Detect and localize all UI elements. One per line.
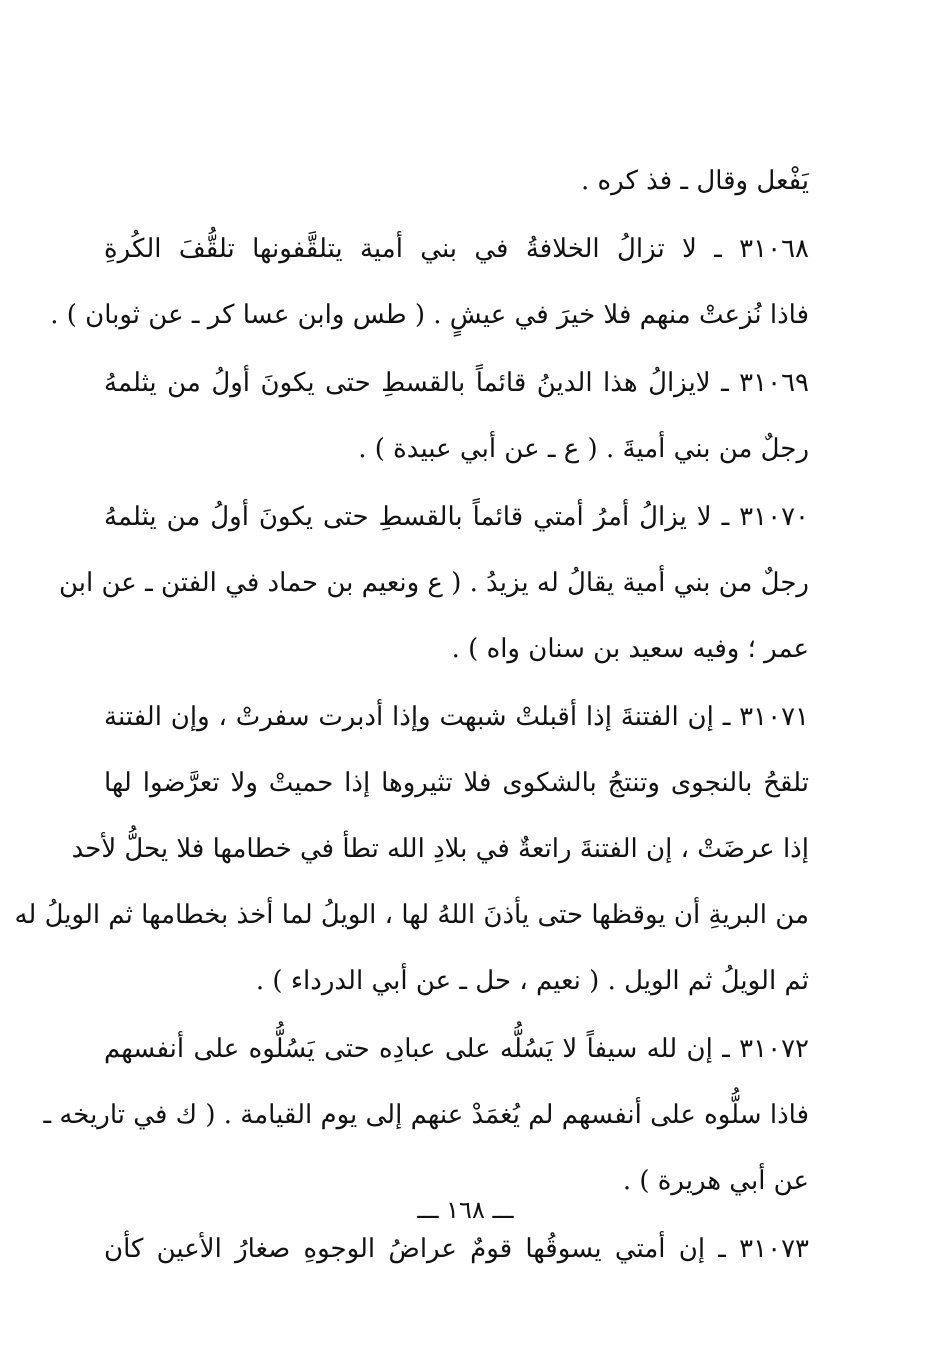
page-number: ـــ ١٦٨ ـــ [417, 1196, 514, 1224]
text-line: رجلٌ من بني أمية يقالُ له يزيدُ . ( ع ونعيم بن حماد في الفتن ـ عن ابن [58, 568, 809, 598]
text-line: تلقحُ بالنجوى وتنتجُ بالشكوى فلا تثيروها إذا حميتْ ولا تعرَّضوا لها [104, 768, 809, 798]
text-line: يَفْعل وقال ـ فذ كره . [580, 166, 809, 196]
text-line: ٣١٠٧١ ـ إن الفتنةَ إذا أقبلتْ شبهت وإذا أدبرت سفرتْ ، وإن الفتنة [104, 702, 809, 732]
text-line: من البريةِ أن يوقظها حتى يأذنَ اللهُ لها ، الويلُ لما أخذ بخطامها ثم الويلُ له [14, 900, 809, 930]
text-line: إذا عرضَتْ ، إن الفتنةَ راتعةٌ في بلادِ الله تطأ في خطامها فلا يحلُّ لأحد [71, 834, 809, 864]
hadith-31073 [104, 1216, 809, 1282]
hadith-31069 [104, 350, 809, 482]
text-line: رجلٌ من بني أميةَ . ( ع ـ عن أبي عبيدة ) . [358, 434, 809, 464]
text-line: ثم الويلُ ثم الويل . ( نعيم ، حل ـ عن أبي الدرداء ) . [255, 966, 809, 996]
text-line: ٣١٠٦٨ ـ لا تزالُ الخلافةُ في بني أمية يتلقَّفونها تلقُّفَ الكُرةِ [104, 234, 809, 264]
text-line: ٣١٠٧٠ ـ لا يزالُ أمرُ أمتي قائماً بالقسطِ حتى يكونَ أولُ من يثلمهُ [104, 502, 809, 532]
paragraph-continuation [104, 148, 809, 214]
text-line: ٣١٠٧٢ ـ إن لله سيفاً لا يَسُلُّه على عبادِه حتى يَسُلُّوه على أنفسهم [104, 1034, 809, 1064]
hadith-31071 [14, 684, 809, 1014]
hadith-31068 [50, 216, 809, 348]
text-line: عن أبي هريرة ) . [622, 1166, 809, 1196]
text-line: فاذا سلُّوه على أنفسهم لم يُغمَدْ عنهم إلى يوم القيامة . ( ك في تاريخه ـ [43, 1100, 809, 1130]
hadith-31072 [43, 1016, 809, 1214]
text-line: فاذا نُزعتْ منهم فلا خيرَ في عيشٍ . ( طس وابن عسا كر ـ عن ثوبان ) . [50, 300, 809, 330]
hadith-31070 [58, 484, 809, 682]
text-line: ٣١٠٦٩ ـ لايزالُ هذا الدينُ قائماً بالقسطِ حتى يكونَ أولُ من يثلمهُ [104, 368, 809, 398]
text-line: ٣١٠٧٣ ـ إن أمتي يسوقُها قومٌ عراضُ الوجوهِ صغارُ الأعين كأن [104, 1234, 809, 1264]
text-line: عمر ؛ وفيه سعيد بن سنان واه ) . [451, 634, 809, 664]
